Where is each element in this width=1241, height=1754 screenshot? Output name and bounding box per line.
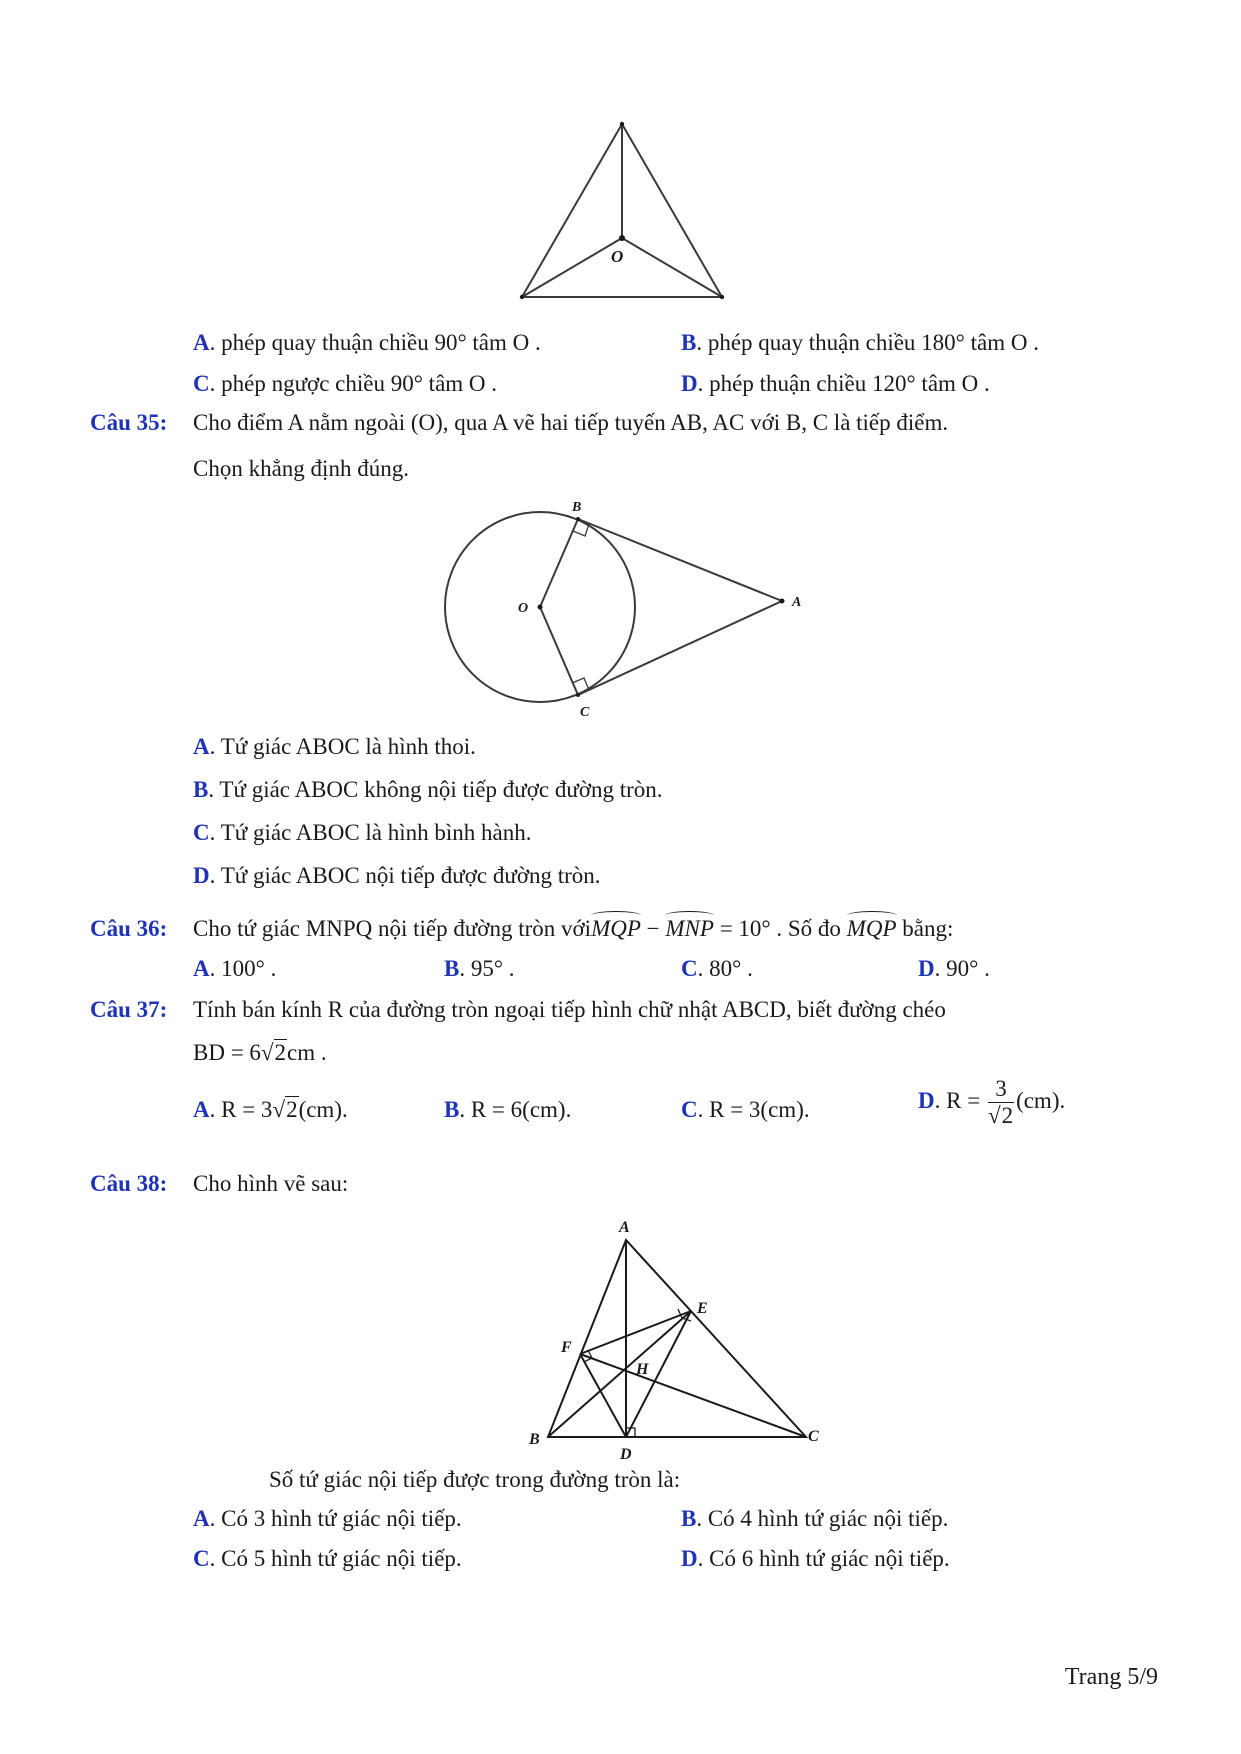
option-text: . R = 6(cm). [459, 1097, 572, 1122]
q38-label-c: C [808, 1428, 819, 1445]
option-letter: A [193, 734, 210, 759]
option-radicand: 2 [286, 1097, 298, 1122]
q35-label-b: B [572, 500, 582, 515]
option-text: . Có 4 hình tứ giác nội tiếp. [696, 1506, 949, 1531]
q36-arc-mnp: MNP [665, 916, 714, 941]
q38-option-a[interactable] [193, 1506, 462, 1532]
option-letter: D [681, 371, 698, 396]
q36-minus: − [640, 916, 666, 941]
q38-label-f: F [561, 1339, 572, 1356]
option-text: . Tứ giác ABOC nội tiếp được đường tròn. [209, 863, 601, 888]
option-letter: C [681, 1097, 698, 1122]
q37-bd-post: cm . [287, 1040, 327, 1065]
option-letter: D [918, 956, 935, 981]
option-letter: B [444, 956, 460, 981]
option-letter: C [193, 820, 210, 845]
option-letter: A [193, 330, 210, 355]
q38-label: Câu 38: [90, 1171, 168, 1196]
option-text: . R = 3(cm). [697, 1097, 810, 1122]
option-text: . 90° . [934, 956, 990, 981]
q37-option-a[interactable]: A. R = 3√2(cm). [193, 1097, 348, 1122]
q38-option-d[interactable] [681, 1546, 950, 1572]
q37-text-line2: BD = 6√2cm . [193, 1040, 327, 1065]
fraction-radicand: 2 [1001, 1103, 1014, 1128]
option-text: . phép ngược chiều 90° tâm O . [209, 371, 498, 396]
option-text: . phép thuận chiều 120° tâm O . [697, 371, 990, 396]
q38-label-b: B [529, 1431, 540, 1448]
option-text: . Tứ giác ABOC không nội tiếp được đường tròn. [208, 777, 663, 802]
q36-text-start: Cho tứ giác MNPQ nội tiếp đường tròn với [193, 916, 592, 941]
option-letter: C [193, 371, 210, 396]
option-text: . Có 5 hình tứ giác nội tiếp. [209, 1546, 462, 1571]
q36-label: Câu 36: [90, 916, 168, 941]
q37-label: Câu 37: [90, 997, 168, 1022]
option-text: . Tứ giác ABOC là hình thoi. [209, 734, 476, 759]
option-letter: C [193, 1546, 210, 1571]
q38-label-e: E [697, 1300, 708, 1317]
q37-text-line1: Tính bán kính R của đường tròn ngoại tiếp hình chữ nhật ABCD, biết đường chéo [193, 997, 946, 1022]
fraction-numerator: 3 [988, 1076, 1014, 1103]
q35-text-line2: Chọn khẳng định đúng. [193, 456, 409, 481]
q38-option-b[interactable] [681, 1506, 948, 1532]
q38-label-d: D [620, 1446, 632, 1463]
q36-text-mid: = 10° . Số đo [713, 916, 847, 941]
q36-arc-mqp-2: MQP [846, 916, 897, 941]
q35-text-line1: Cho điểm A nằm ngoài (O), qua A vẽ hai tiếp tuyến AB, AC với B, C là tiếp điểm. [193, 410, 949, 435]
option-text: . 100° . [209, 956, 277, 981]
q34-label-o: O [611, 247, 624, 266]
option-letter: A [193, 1506, 210, 1531]
q38-caption: Số tứ giác nội tiếp được trong đường tròn là: [269, 1467, 681, 1492]
option-letter: D [918, 1087, 935, 1113]
option-text-post: (cm). [1016, 1087, 1066, 1113]
option-letter: B [681, 1506, 697, 1531]
q36-arc-mqp: MQP [591, 916, 641, 941]
q38-label-h: H [636, 1361, 649, 1378]
q35-label: Câu 35: [90, 410, 168, 435]
option-text-pre: . R = [934, 1087, 986, 1113]
page-number: Trang 5/9 [1064, 1664, 1158, 1690]
option-text: . Có 6 hình tứ giác nội tiếp. [697, 1546, 950, 1571]
q38-option-c[interactable] [193, 1546, 462, 1572]
option-letter: B [681, 330, 697, 355]
option-letter: A [193, 956, 210, 981]
fraction-denominator: √2 [987, 1103, 1014, 1128]
option-letter: B [444, 1097, 460, 1122]
option-text: . phép quay thuận chiều 90° tâm O . [209, 330, 541, 355]
q37-bd-pre: BD = 6 [193, 1040, 261, 1065]
option-letter: C [681, 956, 698, 981]
option-letter: D [681, 1546, 698, 1571]
option-text: . Có 3 hình tứ giác nội tiếp. [209, 1506, 462, 1531]
option-letter: D [193, 863, 210, 888]
option-text-post: (cm). [298, 1097, 348, 1122]
q35-label-a: A [792, 595, 802, 610]
q35-label-o: O [518, 601, 529, 616]
option-text: . Tứ giác ABOC là hình bình hành. [209, 820, 532, 845]
option-text: . 80° . [697, 956, 753, 981]
option-letter: A [193, 1097, 210, 1122]
q38-text: Cho hình vẽ sau: [193, 1171, 349, 1196]
option-letter: B [193, 777, 209, 802]
q37-bd-radicand: 2 [274, 1040, 287, 1065]
q35-label-c: C [580, 705, 590, 720]
q36-text-end: bằng: [896, 916, 954, 941]
option-text: . 95° . [459, 956, 515, 981]
option-text: . phép quay thuận chiều 180° tâm O . [696, 330, 1039, 355]
option-text-pre: . R = 3 [209, 1097, 273, 1122]
q38-label-a: A [619, 1219, 630, 1236]
